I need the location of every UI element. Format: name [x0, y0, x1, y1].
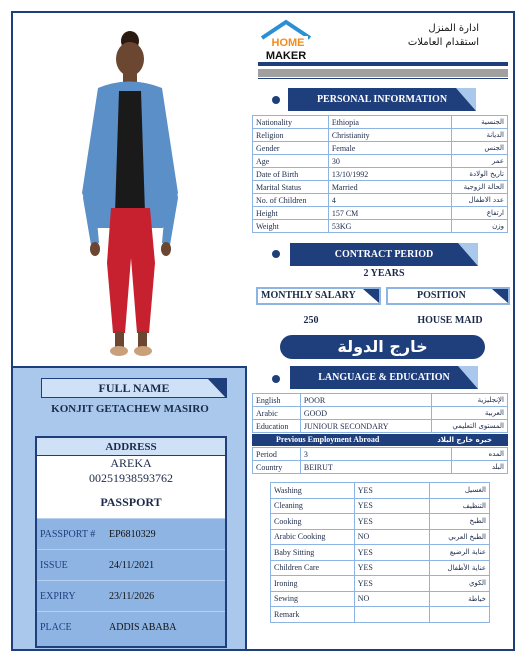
language-value: JUNIOUR SECONDARY — [300, 420, 431, 433]
personal-info-row — [253, 168, 508, 181]
passport-issue-label: ISSUE — [40, 559, 68, 571]
passport-issue-value: 24/11/2021 — [109, 559, 155, 571]
passport-label: PASSPORT — [37, 486, 225, 518]
language-education-header: LANGUAGE & EDUCATION — [290, 366, 478, 389]
skill-row — [271, 529, 490, 545]
address-label: ADDRESS — [37, 438, 225, 456]
personal-info-value: Christianity — [328, 129, 451, 142]
language-label: Education — [253, 420, 301, 433]
skill-value: NO — [354, 529, 429, 545]
personal-info-value: 30 — [328, 155, 451, 168]
passport-issue-row — [37, 549, 225, 580]
personal-info-value: 4 — [328, 194, 451, 207]
personal-info-ar: تاريخ الولادة — [452, 168, 508, 181]
personal-info-ar: وزن — [452, 220, 508, 233]
svg-text:HOME: HOME — [271, 37, 305, 49]
previous-employment-table — [252, 447, 508, 474]
bullet-icon — [272, 375, 280, 383]
skill-value: YES — [354, 576, 429, 592]
contract-period-value: 2 YEARS — [363, 268, 405, 279]
language-table — [252, 393, 508, 433]
passport-place-label: PLACE — [40, 621, 72, 633]
skill-value: YES — [354, 483, 429, 499]
personal-info-value: Married — [328, 181, 451, 194]
skill-ar: الطبخ — [430, 514, 490, 530]
personal-info-label: Weight — [253, 220, 329, 233]
language-ar: العربية — [432, 407, 508, 420]
position-value: HOUSE MAID — [417, 315, 483, 326]
address-line2: 00251938593762 — [37, 471, 225, 486]
personal-info-row — [253, 194, 508, 207]
personal-info-ar: ارتفاع — [452, 207, 508, 220]
skill-label: Baby Sitting — [271, 545, 355, 561]
skill-value: YES — [354, 560, 429, 576]
personal-info-ar: الجنس — [452, 142, 508, 155]
skill-value: YES — [354, 514, 429, 530]
skill-row — [271, 607, 490, 623]
language-value: GOOD — [300, 407, 431, 420]
language-row — [253, 407, 508, 420]
skills-table — [270, 482, 490, 623]
skill-ar: الكوي — [430, 576, 490, 592]
full-name-value: KONJIT GETACHEW MASIRO — [51, 403, 209, 415]
monthly-salary-label: MONTHLY SALARY — [256, 287, 381, 305]
passport-place-row — [37, 611, 225, 642]
language-row — [253, 420, 508, 433]
skill-ar: الطبخ العربي — [430, 529, 490, 545]
header-divider — [258, 78, 508, 79]
personal-info-row — [253, 129, 508, 142]
skill-label: Cleaning — [271, 498, 355, 514]
address-line1: AREKA — [37, 456, 225, 471]
skill-value: YES — [354, 498, 429, 514]
personal-info-ar: الحالة الزوجية — [452, 181, 508, 194]
header-divider — [258, 69, 508, 77]
passport-expiry-row — [37, 580, 225, 611]
skill-row — [271, 514, 490, 530]
personal-info-row — [253, 181, 508, 194]
skill-value: YES — [354, 545, 429, 561]
previous-employment-value: 3 — [300, 448, 451, 461]
skill-label: Ironing — [271, 576, 355, 592]
previous-employment-row — [253, 448, 508, 461]
destination-badge: خارج الدولة — [280, 335, 485, 359]
personal-info-label: Religion — [253, 129, 329, 142]
personal-info-row — [253, 155, 508, 168]
personal-info-label: Gender — [253, 142, 329, 155]
personal-info-row — [253, 220, 508, 233]
personal-info-ar: عمر — [452, 155, 508, 168]
skill-row — [271, 591, 490, 607]
skill-ar: التنظيف — [430, 498, 490, 514]
home-maker-logo — [258, 18, 314, 64]
personal-info-label: Nationality — [253, 116, 329, 129]
passport-number-label: PASSPORT # — [40, 528, 96, 540]
candidate-photo — [13, 13, 247, 368]
personal-info-value: 13/10/1992 — [328, 168, 451, 181]
address-passport-box — [35, 436, 227, 648]
personal-info-label: Date of Birth — [253, 168, 329, 181]
previous-employment-row — [253, 461, 508, 474]
skill-ar: عناية الرضيع — [430, 545, 490, 561]
full-name-label: FULL NAME — [41, 378, 227, 398]
personal-info-row — [253, 116, 508, 129]
skill-label: Remark — [271, 607, 355, 623]
language-ar: المستوى التعليمي — [432, 420, 508, 433]
passport-number-value: EP6810329 — [109, 528, 156, 540]
left-panel — [13, 13, 247, 649]
skill-row — [271, 498, 490, 514]
personal-info-value: Female — [328, 142, 451, 155]
header-divider — [258, 62, 508, 66]
skill-label: Washing — [271, 483, 355, 499]
previous-employment-ar: البلد — [452, 461, 508, 474]
passport-expiry-label: EXPIRY — [40, 590, 76, 602]
language-ar: الإنجليزية — [432, 394, 508, 407]
skill-label: Cooking — [271, 514, 355, 530]
previous-employment-header: Previous Employment Abroad خبره خارج البلاد — [252, 434, 508, 446]
personal-info-value: 53KG — [328, 220, 451, 233]
contract-period-header: CONTRACT PERIOD — [290, 243, 478, 266]
language-label: Arabic — [253, 407, 301, 420]
skill-ar: الغسيل — [430, 483, 490, 499]
skill-ar — [430, 607, 490, 623]
monthly-salary-value: 250 — [303, 315, 319, 326]
personal-info-label: Marital Status — [253, 181, 329, 194]
personal-info-ar: عدد الاطفال — [452, 194, 508, 207]
skill-row — [271, 483, 490, 499]
skill-row — [271, 560, 490, 576]
previous-employment-label: Country — [253, 461, 301, 474]
passport-expiry-value: 23/11/2026 — [109, 590, 155, 602]
personal-info-table — [252, 115, 508, 233]
personal-info-row — [253, 142, 508, 155]
personal-info-label: Age — [253, 155, 329, 168]
personal-info-ar: الجنسية — [452, 116, 508, 129]
skill-value: NO — [354, 591, 429, 607]
bullet-icon — [272, 250, 280, 258]
person-figure — [13, 13, 247, 368]
skill-value — [354, 607, 429, 623]
personal-info-value: Ethiopia — [328, 116, 451, 129]
skill-ar: خياطة — [430, 591, 490, 607]
position-label: POSITION — [386, 287, 510, 305]
personal-info-value: 157 CM — [328, 207, 451, 220]
skill-label: Children Care — [271, 560, 355, 576]
skill-label: Sewing — [271, 591, 355, 607]
personal-info-ar: الديانة — [452, 129, 508, 142]
skill-row — [271, 545, 490, 561]
bullet-icon — [272, 96, 280, 104]
language-value: POOR — [300, 394, 431, 407]
personal-info-row — [253, 207, 508, 220]
skill-ar: عناية الأطفال — [430, 560, 490, 576]
personal-info-label: Height — [253, 207, 329, 220]
arabic-company-title: ادارة المنزل استقدام العاملات — [407, 23, 479, 48]
personal-info-label: No. of Children — [253, 194, 329, 207]
previous-employment-value: BEIRUT — [300, 461, 451, 474]
skill-row — [271, 576, 490, 592]
svg-text:MAKER: MAKER — [265, 50, 307, 62]
personal-info-header: PERSONAL INFORMATION — [288, 88, 476, 111]
previous-employment-ar: المده — [452, 448, 508, 461]
passport-number-row — [37, 518, 225, 549]
language-row — [253, 394, 508, 407]
previous-employment-label: Period — [253, 448, 301, 461]
skill-label: Arabic Cooking — [271, 529, 355, 545]
passport-place-value: ADDIS ABABA — [109, 621, 177, 633]
language-label: English — [253, 394, 301, 407]
